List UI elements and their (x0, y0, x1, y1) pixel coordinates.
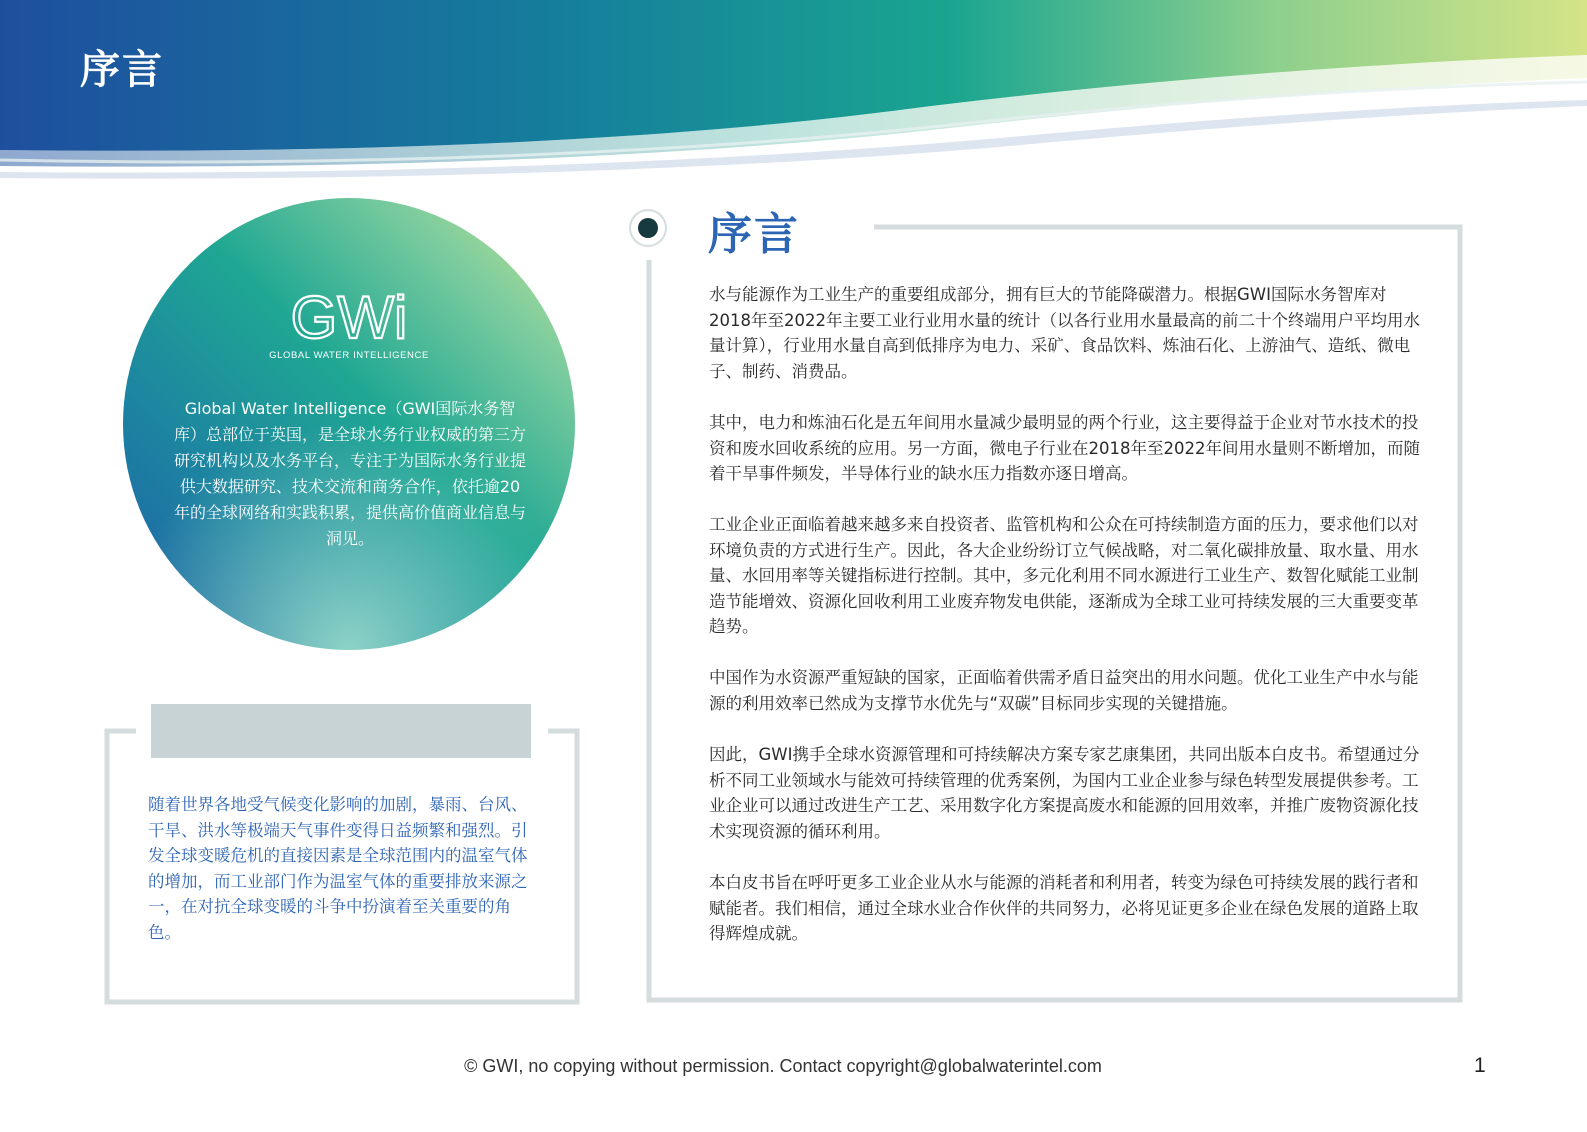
gwi-logo (123, 286, 575, 361)
circle-description: Global Water Intelligence（GWI国际水务智库）总部位于英国，是全球水务行业权威的第三方研究机构以及水务平台，专注于为国际水务行业提供大数据研究、技术交流和商务合作，依托逾20年的全球网络和实践积累，提供高价值商业信息与洞见。 (173, 399, 526, 548)
intro-circle (123, 198, 575, 650)
gwi-logo-text: GWi (290, 286, 408, 348)
quote-tab (151, 704, 531, 758)
gwi-logo-mark (274, 286, 424, 348)
quote-text: 随着世界各地受气候变化影响的加剧，暴雨、台风、干旱、洪水等极端天气事件变得日益频繁和强烈。引发全球变暖危机的直接因素是全球范围内的温室气体的增加，而工业部门作为温室气体的重要排放来源之一，在对抗全球变暖的斗争中扮演着至关重要的角色。 (148, 795, 528, 942)
paragraph-2: 其中，电力和炼油石化是五年间用水量减少最明显的两个行业，这主要得益于企业对节水技术的投资和废水回收系统的应用。另一方面，微电子行业在2018年至2022年间用水量则不断增加，而随着干旱事件频发，半导体行业的缺水压力指数亦逐日增高。 (709, 413, 1420, 484)
header-wave-graphic (0, 0, 1587, 180)
paragraph-1: 水与能源作为工业生产的重要组成部分，拥有巨大的节能降碳潜力。根据GWI国际水务智库对2018年至2022年主要工业行业用水量的统计（以各行业用水量最高的前二十个终端用户平均用水量计算），行业用水量自高到低排序为电力、采矿、食品饮料、炼油石化、上游油气、造纸、微电子、制药、消费品。 (709, 285, 1420, 381)
paragraph-4: 中国作为水资源严重短缺的国家，正面临着供需矛盾日益突出的用水问题。优化工业生产中水与能源的利用效率已然成为支撑节水优先与“双碳”目标同步实现的关键措施。 (709, 668, 1419, 713)
header-band (0, 0, 1587, 180)
header-title: 序言 (80, 47, 164, 93)
page-number: 1 (1474, 1054, 1486, 1077)
main-title: 序言 (708, 209, 800, 260)
gwi-logo-subtitle: GLOBAL WATER INTELLIGENCE (269, 350, 429, 361)
title-bullet-inner (638, 218, 658, 238)
paragraph-6: 本白皮书旨在呼吁更多工业企业从水与能源的消耗者和利用者，转变为绿色可持续发展的践行者和赋能者。我们相信，通过全球水业合作伙伴的共同努力，必将见证更多企业在绿色发展的道路上取得辉煌成就。 (709, 873, 1419, 944)
paragraph-3: 工业企业正面临着越来越多来自投资者、监管机构和公众在可持续制造方面的压力，要求他们以对环境负责的方式进行生产。因此，各大企业纷纷订立气候战略，对二氧化碳排放量、取水量、用水量、水回用率等关键指标进行控制。其中，多元化利用不同水源进行工业生产、数智化赋能工业制造节能增效、资源化回收利用工业废弃物发电供能，逐渐成为全球工业可持续发展的三大重要变革趋势。 (709, 515, 1419, 637)
paragraph-5: 因此，GWI携手全球水资源管理和可持续解决方案专家艺康集团，共同出版本白皮书。希望通过分析不同工业领域水与能效可持续管理的优秀案例，为国内工业企业参与绿色转型发展提供参考。工业企业可以通过改进生产工艺、采用数字化方案提高废水和能源的回用效率，并推广废物资源化技术实现资源的循环利用。 (709, 745, 1420, 841)
footer-copyright: © GWI, no copying without permission. Contact copyright@globalwaterintel.com (464, 1056, 1102, 1076)
